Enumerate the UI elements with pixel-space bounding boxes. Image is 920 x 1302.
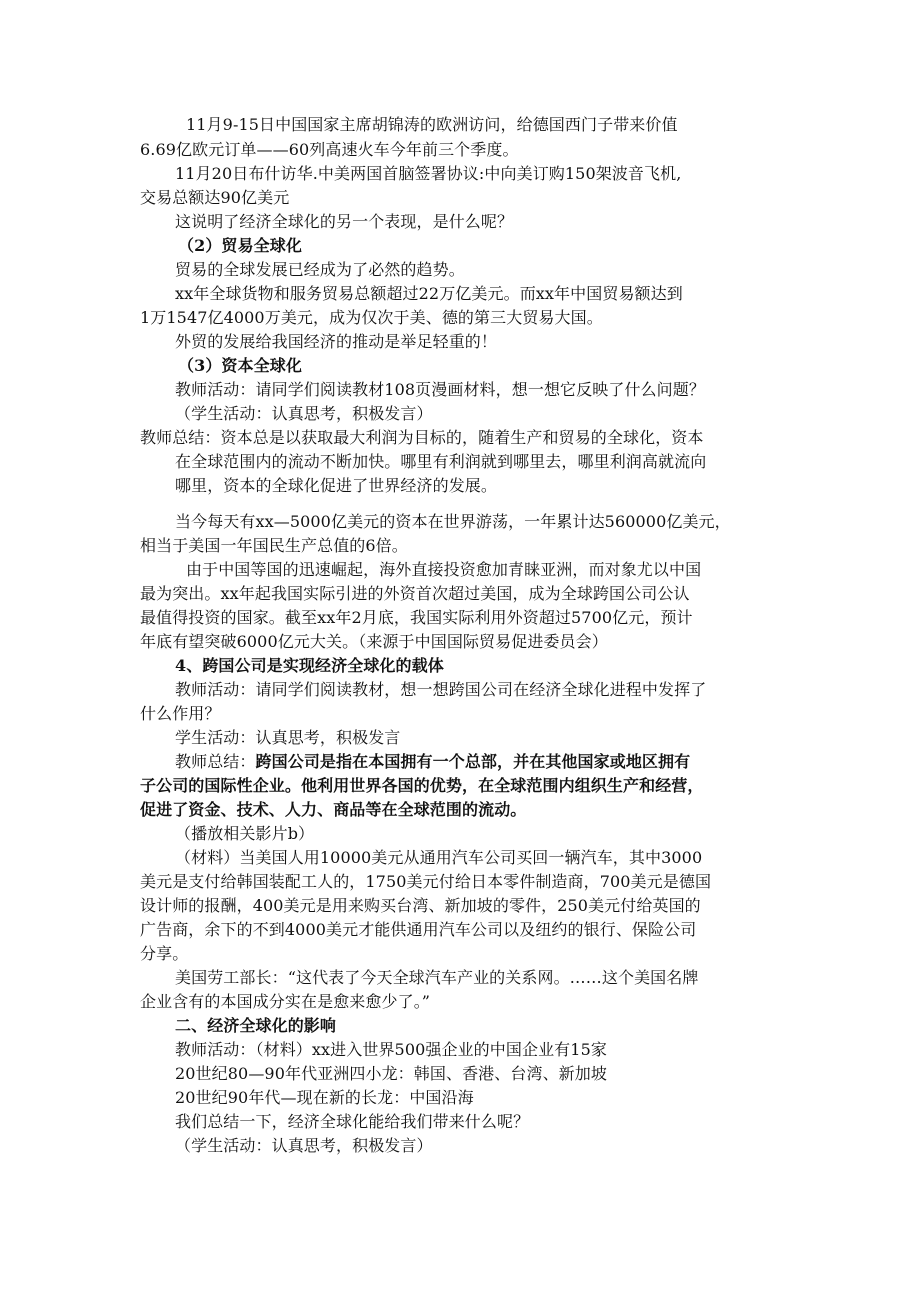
paragraph-line: 6.69亿欧元订单——60列高速火车今年前三个季度。 xyxy=(140,140,519,159)
paragraph-line: xx年全球货物和服务贸易总额超过22万亿美元。而xx年中国贸易额达到 xyxy=(175,284,683,303)
paragraph-line: 20世纪90年代—现在新的长龙：中国沿海 xyxy=(175,1088,474,1107)
section-heading: （2）贸易全球化 xyxy=(178,236,302,255)
paragraph-line: 外贸的发展给我国经济的推动是举足轻重的！ xyxy=(175,332,498,351)
paragraph-line: 最为突出。xx年起我国实际引进的外资首次超过美国，成为全球跨国公司公认 xyxy=(140,584,690,603)
paragraph-line: 教师活动：请同学们阅读教材，想一想跨国公司在经济全球化进程中发挥了 xyxy=(175,680,707,699)
paragraph-line: 什么作用？ xyxy=(140,704,221,723)
paragraph-line: 这说明了经济全球化的另一个表现，是什么呢？ xyxy=(175,212,514,231)
paragraph-line xyxy=(175,751,690,773)
paragraph-line: 美国劳工部长：“这代表了今天全球汽车产业的关系网。……这个美国名牌 xyxy=(175,968,699,987)
paragraph-line: （学生活动：认真思考，积极发言） xyxy=(175,404,433,423)
paragraph-line: 教师总结：资本总是以获取最大利润为目标的，随着生产和贸易的全球化，资本 xyxy=(140,428,704,447)
section-heading: （3）资本全球化 xyxy=(178,356,302,375)
paragraph-line: 相当于美国一年国民生产总值的6倍。 xyxy=(140,536,408,555)
paragraph-line: （播放相关影片b） xyxy=(175,824,315,843)
paragraph-line: 教师活动：请同学们阅读教材108页漫画材料，想一想它反映了什么问题？ xyxy=(175,380,705,399)
paragraph-line: 交易总额达90亿美元 xyxy=(140,188,290,207)
paragraph-line: 教师活动：（材料）xx进入世界500强企业的中国企业有15家 xyxy=(175,1040,607,1059)
paragraph-line: 哪里，资本的全球化促进了世界经济的发展。 xyxy=(175,476,498,495)
paragraph-line: 设计师的报酬，400美元是用来购买台湾、新加坡的零件，250美元付给英国的 xyxy=(140,896,701,915)
paragraph-line: 广告商，余下的不到4000美元才能供通用汽车公司以及纽约的银行、保险公司 xyxy=(140,920,697,939)
section-heading: 二、经济全球化的影响 xyxy=(175,1016,337,1035)
paragraph-line: 当今每天有xx—5000亿美元的资本在世界游荡，一年累计达560000亿美元， xyxy=(175,512,731,531)
paragraph-line: 我们总结一下，经济全球化能给我们带来什么呢？ xyxy=(175,1112,530,1131)
paragraph-line: （材料）当美国人用10000美元从通用汽车公司买回一辆汽车，其中3000 xyxy=(175,848,703,867)
paragraph-line: 年底有望突破6000亿元大关。（来源于中国国际贸易促进委员会） xyxy=(140,632,608,651)
paragraph-line: 企业含有的本国成分实在是愈来愈少了。” xyxy=(140,992,431,1011)
paragraph-line: 11月20日布什访华.中美两国首脑签署协议:中向美订购150架波音飞机, xyxy=(175,164,682,183)
paragraph-line: 贸易的全球发展已经成为了必然的趋势。 xyxy=(175,260,465,279)
paragraph-line-bold: 促进了资金、技术、人力、商品等在全球范围的流动。 xyxy=(140,800,527,819)
paragraph-line: 在全球范围内的流动不断加快。哪里有利润就到哪里去，哪里利润高就流向 xyxy=(175,452,707,471)
paragraph-line: （学生活动：认真思考，积极发言） xyxy=(175,1136,433,1155)
paragraph-line: 最值得投资的国家。截至xx年2月底，我国实际利用外资超过5700亿元，预计 xyxy=(140,608,693,627)
paragraph-line: 由于中国等国的迅速崛起，海外直接投资愈加青睐亚洲，而对象尤以中国 xyxy=(186,560,702,579)
section-heading: 4、跨国公司是实现经济全球化的载体 xyxy=(175,656,444,675)
summary-bold-text: 跨国公司是指在本国拥有一个总部，并在其他国家或地区拥有 xyxy=(255,752,691,771)
paragraph-line: 1万1547亿4000万美元，成为仅次于美、德的第三大贸易大国。 xyxy=(140,308,603,327)
paragraph-line: 11月9-15日中国国家主席胡锦涛的欧洲访问，给德国西门子带来价值 xyxy=(186,115,678,134)
paragraph-line: 20世纪80—90年代亚洲四小龙：韩国、香港、台湾、新加坡 xyxy=(175,1064,607,1083)
paragraph-line: 学生活动：认真思考，积极发言 xyxy=(175,728,401,747)
paragraph-line-bold: 子公司的国际性企业。他利用世界各国的优势，在全球范围内组织生产和经营， xyxy=(140,776,704,795)
summary-label: 教师总结： xyxy=(175,752,256,771)
paragraph-line: 分享。 xyxy=(140,944,189,963)
paragraph-line: 美元是支付给韩国装配工人的，1750美元付给日本零件制造商，700美元是德国 xyxy=(140,872,712,891)
